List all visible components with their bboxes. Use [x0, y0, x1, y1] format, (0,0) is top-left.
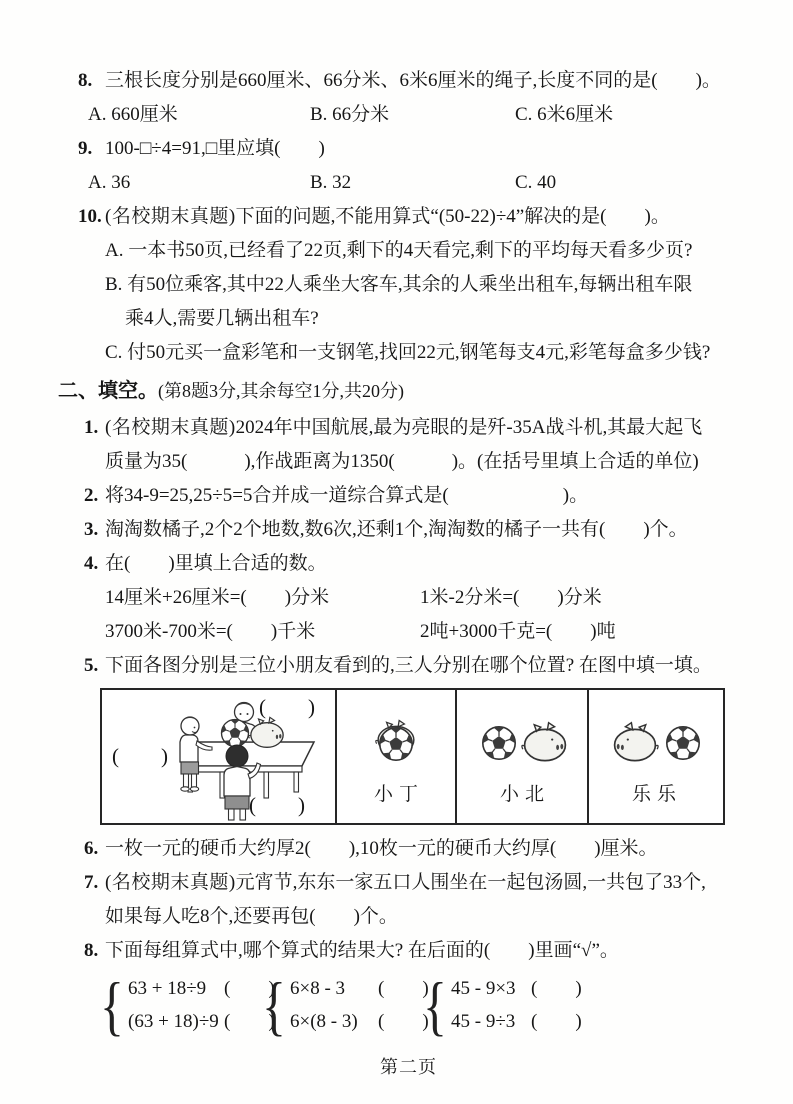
question-body	[88, 132, 759, 200]
curly-brace-icon: {	[100, 968, 124, 1042]
option-b-line2: 乘4人,需要几辆出租车?	[125, 308, 319, 329]
option-b-line1: B. 有50位乘客,其中22人乘坐大客车,其余的人乘坐出租车,每辆出租车限	[105, 274, 693, 295]
question-number: 7.	[84, 872, 99, 893]
question-text	[105, 200, 759, 234]
option-a: A. 36	[88, 172, 131, 193]
conversion-item: 1米-2分米=( )分米	[420, 587, 602, 608]
scene-panel	[102, 690, 335, 823]
expression-text: 45 - 9÷3	[451, 1011, 516, 1032]
question-number: 3.	[84, 519, 99, 540]
blank-slot: ( )	[112, 744, 168, 768]
blank-slot: ( )	[249, 793, 305, 817]
choice-section	[58, 64, 759, 370]
expression-group	[423, 968, 582, 1042]
section-title: 二、填空。	[58, 380, 158, 402]
expression-text: 6×(8 - 3)	[290, 1011, 358, 1032]
question-text-main: 元宵节,东东一家五口人围坐在一起包汤圆,一共包了33个,	[235, 872, 706, 893]
section-score-note: (第8题3分,其余每空1分,共20分)	[158, 381, 404, 401]
piggy-bank-icon	[522, 723, 565, 761]
question-text: 淘淘数橘子,2个2个地数,数6次,还剩1个,淘淘数的橘子一共有( )个。	[105, 519, 688, 540]
question-2	[84, 479, 759, 513]
question-3	[84, 513, 759, 547]
question-text-main: 2024年中国航展,最为亮眼的是歼-35A战斗机,其最大起飞	[235, 417, 703, 438]
conversion-item: 3700米-700米=( )千米	[105, 621, 316, 642]
question-text-main: 下面的问题,不能用算式“(50-22)÷4”解决的是( )。	[235, 206, 670, 227]
check-blank: ( )	[378, 978, 429, 999]
question-body	[105, 649, 759, 832]
check-blank: ( )	[531, 978, 582, 999]
view-panel-lele	[587, 690, 719, 823]
question-body	[105, 866, 759, 934]
unit-conversion-row	[105, 615, 759, 649]
option-b: B. 32	[310, 172, 352, 193]
option-c: C. 40	[515, 172, 557, 193]
option-a: A. 一本书50页,已经看了22页,剩下的4天看完,剩下的平均每天看多少页?	[105, 240, 693, 261]
view-panel-xiaobei	[455, 690, 587, 823]
question-line1	[105, 411, 759, 445]
page-footer: 第二页	[380, 1057, 437, 1077]
question-number: 6.	[84, 838, 99, 859]
conversion-item: 2吨+3000千克=( )吨	[420, 621, 616, 642]
expression-text: 45 - 9×3	[451, 978, 516, 999]
curly-brace-icon: {	[423, 968, 447, 1042]
question-text: 三根长度分别是660厘米、66分米、6米6厘米的绳子,长度不同的是( )。	[105, 70, 721, 91]
question-body	[105, 547, 759, 649]
question-8-fill	[84, 934, 759, 1042]
question-number: 4.	[84, 553, 99, 574]
question-number: 1.	[84, 417, 99, 438]
question-text: 下面各图分别是三位小朋友看到的,三人分别在哪个位置? 在图中填一填。	[105, 655, 712, 676]
question-4	[84, 547, 759, 649]
question-text: 一枚一元的硬币大约厚2( ),10枚一元的硬币大约厚( )厘米。	[105, 838, 658, 859]
question-line1	[105, 866, 759, 900]
piggy-bank-icon	[615, 723, 658, 761]
options-row	[88, 98, 759, 132]
question-number: 8.	[84, 940, 99, 961]
question-number: 10.	[78, 206, 102, 227]
expression-groups-row	[100, 968, 759, 1042]
question-1	[84, 411, 759, 479]
question-9	[78, 132, 759, 200]
expression-text: 63 + 18÷9	[128, 978, 207, 999]
question-5	[84, 649, 759, 832]
view-illustration	[593, 706, 715, 778]
blank-slot: ( )	[259, 695, 315, 719]
question-line2: 质量为35( ),作战距离为1350( )。(在括号里填上合适的单位)	[105, 451, 699, 472]
question-body	[100, 934, 759, 1042]
view-illustration	[341, 706, 451, 778]
soccer-ball-icon	[482, 727, 516, 759]
question-10	[78, 200, 759, 370]
check-blank: ( )	[224, 1011, 275, 1032]
scene-wrap	[102, 690, 335, 823]
option-c: C. 付50元买一盒彩笔和一支钢笔,找回22元,钢笔每支4元,彩笔每盒多少钱?	[105, 342, 711, 363]
soccer-ball-icon	[379, 728, 413, 760]
option-b: B. 66分米	[310, 104, 390, 125]
soccer-ball-icon	[221, 720, 249, 747]
question-number: 9.	[78, 138, 93, 159]
expression-text: 6×8 - 3	[290, 978, 346, 999]
question-8	[78, 64, 759, 132]
question-text: 在( )里填上合适的数。	[105, 553, 327, 574]
exam-source-tag: (名校期末真题)	[105, 206, 236, 227]
question-number: 5.	[84, 655, 99, 676]
expression-group	[262, 968, 429, 1042]
fill-section-header	[58, 374, 759, 408]
piggy-bank-icon	[249, 717, 283, 747]
question-body	[105, 200, 759, 370]
conversion-item: 14厘米+26厘米=( )分米	[105, 587, 330, 608]
question-body	[105, 411, 759, 479]
options-row	[88, 166, 759, 200]
question-number: 8.	[78, 70, 93, 91]
child-name-label: 小北	[499, 784, 550, 805]
view-panel-xiaoding	[335, 690, 455, 823]
question-6	[84, 832, 759, 866]
exam-source-tag: (名校期末真题)	[105, 417, 236, 438]
fill-section	[58, 411, 759, 1042]
question-text: 将34-9=25,25÷5=5合并成一道综合算式是( )。	[105, 485, 589, 506]
question-line2: 如果每人吃8个,还要再包( )个。	[105, 906, 398, 927]
figure-box	[100, 688, 725, 825]
curly-brace-icon: {	[262, 968, 286, 1042]
exam-source-tag: (名校期末真题)	[105, 872, 236, 893]
question-number: 2.	[84, 485, 99, 506]
child-name-label: 乐乐	[631, 784, 682, 805]
question-7	[84, 866, 759, 934]
check-blank: ( )	[378, 1011, 429, 1032]
soccer-ball-icon	[666, 727, 700, 759]
option-c: C. 6米6厘米	[515, 104, 614, 125]
view-illustration	[461, 706, 583, 778]
child-name-label: 小丁	[373, 784, 424, 805]
question-text: 下面每组算式中,哪个算式的结果大? 在后面的( )里画“√”。	[105, 940, 619, 961]
expression-group	[100, 968, 275, 1042]
expression-text: (63 + 18)÷9	[128, 1011, 219, 1032]
check-blank: ( )	[224, 978, 275, 999]
question-body	[88, 64, 759, 132]
option-a: A. 660厘米	[88, 104, 178, 125]
question-text: 100-□÷4=91,□里应填( )	[105, 138, 325, 159]
unit-conversion-row	[105, 581, 759, 615]
check-blank: ( )	[531, 1011, 582, 1032]
